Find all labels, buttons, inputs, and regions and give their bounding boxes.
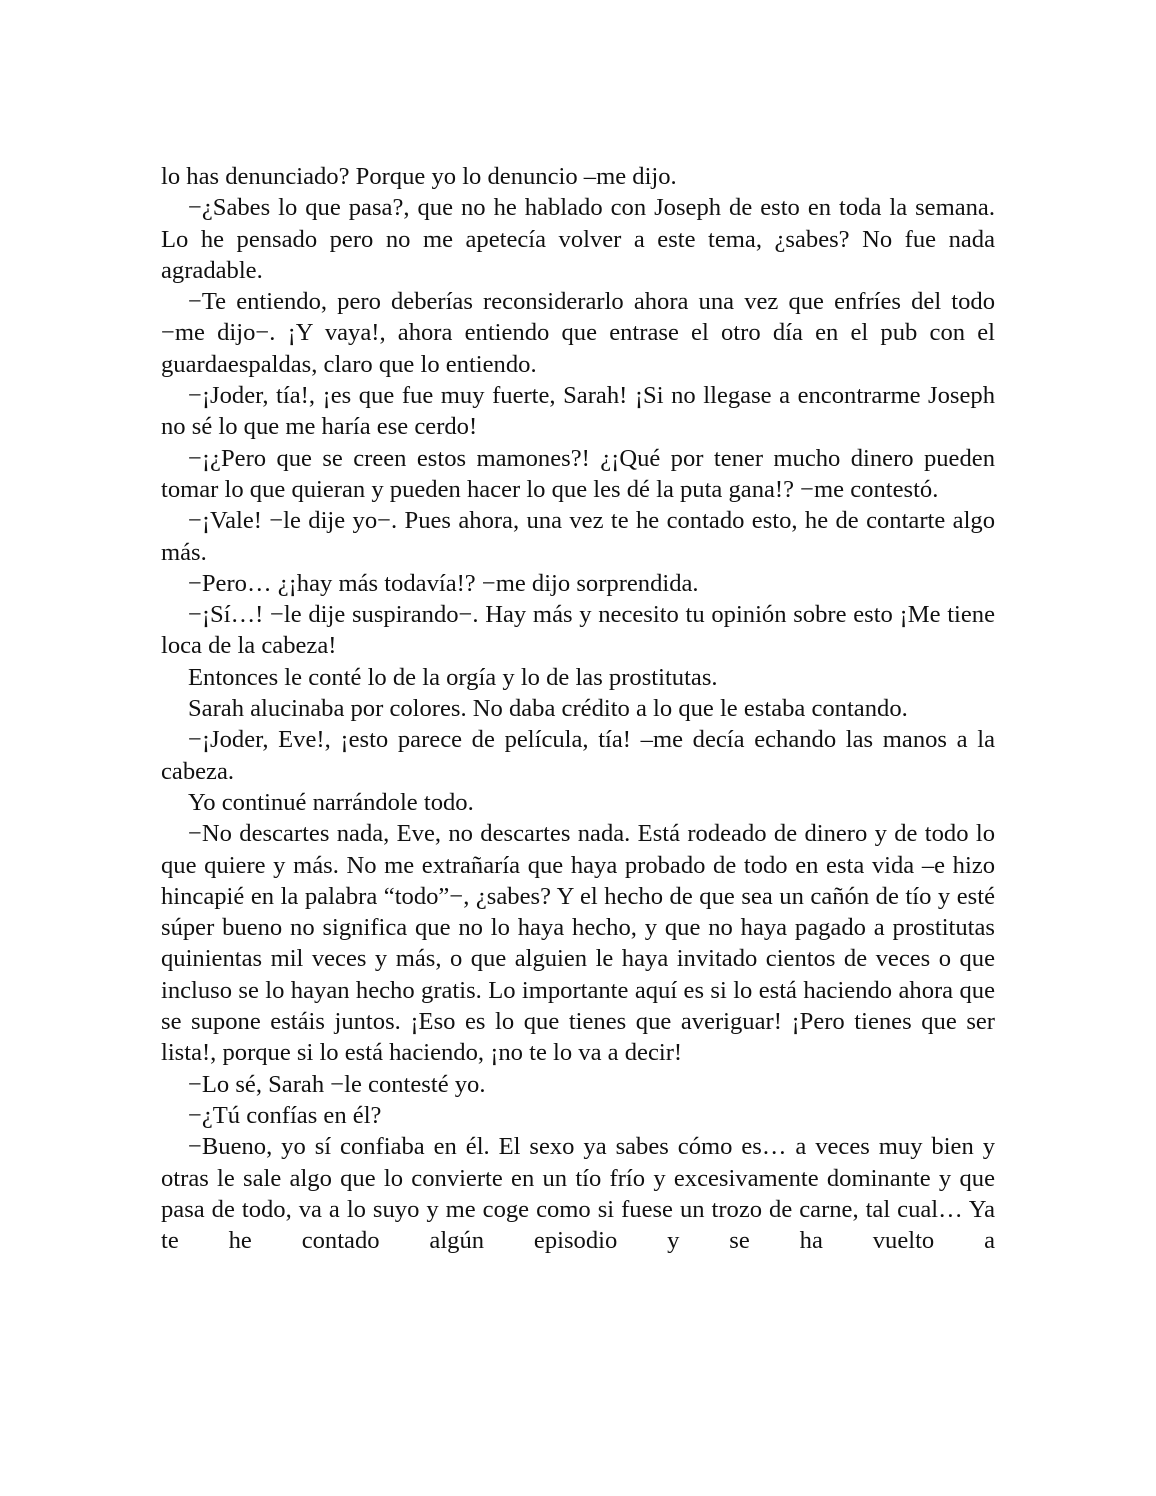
paragraph: −¿Tú confías en él? — [188, 1101, 382, 1129]
paragraph: −¡¿Pero que se creen estos mamones?! ¿¡Qué por tener mucho dinero pueden tomar lo que quieran y pueden hacer lo que les dé la puta gana!? −me contestó. — [161, 444, 995, 503]
page-body — [161, 161, 995, 1256]
paragraph: −¡Joder, Eve!, ¡esto parece de película, tía! –me decía echando las manos a la cabeza. — [161, 726, 995, 785]
paragraph: −Lo sé, Sarah −le contesté yo. — [188, 1070, 486, 1098]
paragraph: Yo continué narrándole todo. — [188, 788, 474, 816]
paragraph: Sarah alucinaba por colores. No daba crédito a lo que le estaba contando. — [188, 695, 908, 723]
paragraph: −Pero… ¿¡hay más todavía!? −me dijo sorprendida. — [188, 569, 699, 597]
paragraph: −No descartes nada, Eve, no descartes nada. Está rodeado de dinero y de todo lo que quiere y más. No me extrañaría que haya probado de todo en esta vida –e hizo hincapié en la palabra “todo”−, ¿sabes? Y el hecho de que sea un cañón de tío y esté súper bueno no significa que no lo haya hecho, y que no haya pagado a prostitutas quinientas mil veces y más, o que alguien le haya invitado cientos de veces o que incluso se lo hayan hecho gratis. Lo importante aquí es si lo está haciendo ahora que se supone estáis juntos. ¡Eso es lo que tienes que averiguar! ¡Pero tienes que ser lista!, porque si lo está haciendo, ¡no te lo va a decir! — [161, 820, 995, 1067]
paragraph: Entonces le conté lo de la orgía y lo de las prostitutas. — [188, 663, 718, 691]
paragraph-last: −Bueno, yo sí confiaba en él. El sexo ya sabes cómo es… a veces muy bien y otras le sale algo que lo convierte en un tío frío y excesivamente dominante y que pasa de todo, va a lo suyo y me coge como si fuese un trozo de carne, tal cual… Ya te he contado algún episodio y se ha vuelto a — [161, 1133, 995, 1255]
paragraph: −¡Joder, tía!, ¡es que fue muy fuerte, Sarah! ¡Si no llegase a encontrarme Joseph no sé lo que me haría ese cerdo! — [161, 382, 995, 441]
paragraph: −¿Sabes lo que pasa?, que no he hablado con Joseph de esto en toda la semana. Lo he pensado pero no me apetecía volver a este tema, ¿sabes? No fue nada agradable. — [161, 194, 995, 284]
paragraph: −¡Sí…! −le dije suspirando−. Hay más y necesito tu opinión sobre esto ¡Me tiene loca de la cabeza! — [161, 601, 995, 660]
paragraph: −Te entiendo, pero deberías reconsiderarlo ahora una vez que enfríes del todo −me dijo−. ¡Y vaya!, ahora entiendo que entrase el otro día en el pub con el guardaespaldas, claro que lo entiendo. — [161, 288, 995, 378]
paragraph: −¡Vale! −le dije yo−. Pues ahora, una vez te he contado esto, he de contarte algo más. — [161, 507, 995, 566]
paragraph-continuation: lo has denunciado? Porque yo lo denuncio –me dijo. — [161, 163, 677, 190]
